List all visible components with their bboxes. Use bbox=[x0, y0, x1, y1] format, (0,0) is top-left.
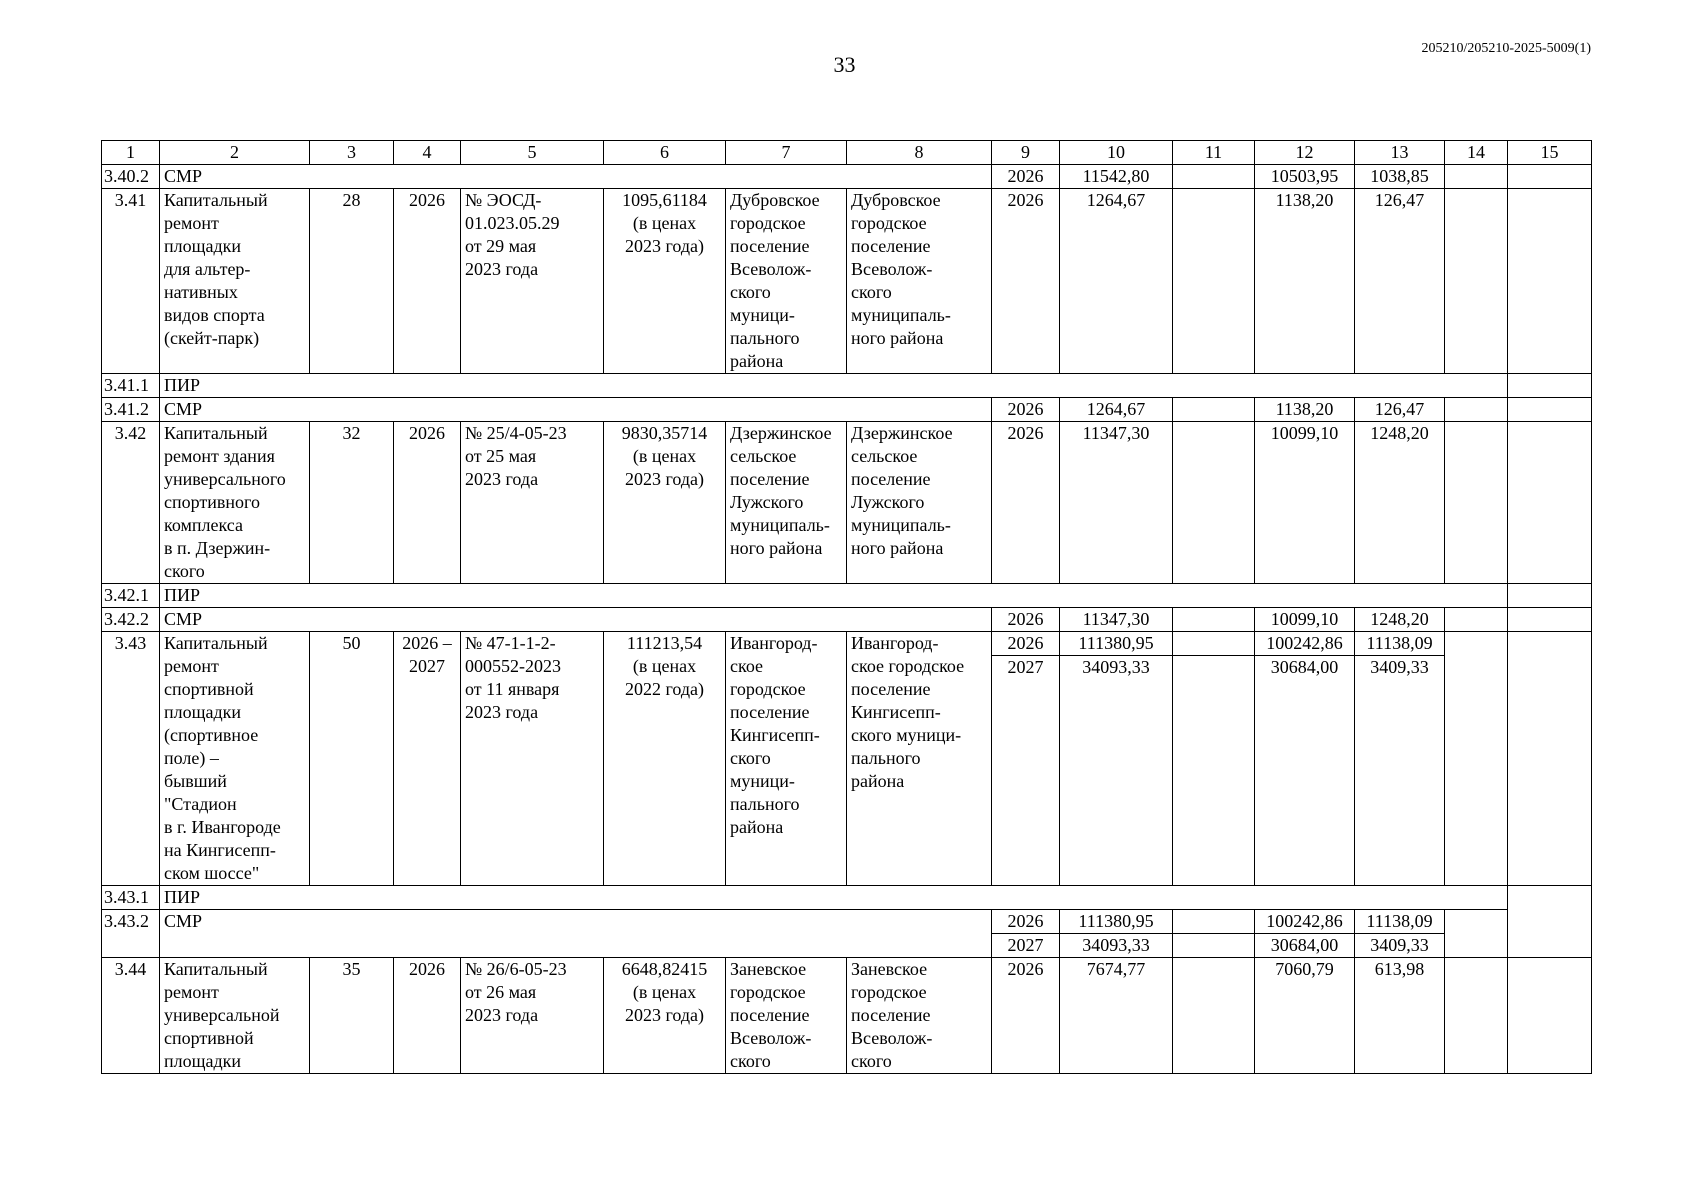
total-cell: 7674,77 bbox=[1060, 958, 1173, 1074]
text-line: городское bbox=[851, 213, 927, 233]
text-line: универсальной bbox=[164, 1005, 280, 1025]
empty-cell bbox=[1508, 632, 1592, 886]
text-line: ского bbox=[851, 1051, 892, 1071]
year-cell: 2026 bbox=[992, 398, 1060, 422]
year-cell: 2026 bbox=[992, 422, 1060, 584]
row-name: СМР bbox=[160, 608, 992, 632]
recipient-cell bbox=[847, 422, 992, 584]
row-name: ПИР bbox=[160, 374, 1508, 398]
empty-cell bbox=[1508, 958, 1592, 1074]
column-header: 2 bbox=[160, 141, 310, 165]
text-line: городское bbox=[730, 679, 806, 699]
text-line: Заневское bbox=[851, 959, 928, 979]
text-line: 2027 bbox=[409, 656, 445, 676]
text-line: пального bbox=[851, 748, 921, 768]
document-cell bbox=[461, 189, 604, 374]
text-line: № 26/6-05-23 bbox=[465, 959, 567, 979]
text-line: муниципаль- bbox=[851, 515, 951, 535]
text-line: Капитальный bbox=[164, 633, 268, 653]
empty-cell bbox=[1173, 422, 1255, 584]
text-line: поле) – bbox=[164, 748, 219, 768]
column-header: 3 bbox=[310, 141, 394, 165]
text-line: ремонт bbox=[164, 656, 219, 676]
row-name: СМР bbox=[160, 398, 992, 422]
row-name: ПИР bbox=[160, 886, 1508, 910]
text-line: ского bbox=[851, 282, 892, 302]
empty-cell bbox=[1173, 398, 1255, 422]
empty-cell bbox=[1173, 189, 1255, 374]
text-line: Лужского bbox=[851, 492, 925, 512]
text-line: поселение bbox=[851, 469, 931, 489]
text-line: видов спорта bbox=[164, 305, 265, 325]
column-header: 10 bbox=[1060, 141, 1173, 165]
text-line: муниципаль- bbox=[851, 305, 951, 325]
row-code: 3.42.1 bbox=[102, 584, 160, 608]
value-cell: 30684,00 bbox=[1255, 934, 1355, 958]
row-code: 3.44 bbox=[102, 958, 160, 1074]
empty-cell bbox=[1445, 958, 1508, 1074]
text-line: 2023 года bbox=[465, 469, 539, 489]
table-row bbox=[102, 608, 1592, 632]
capacity-cell: 28 bbox=[310, 189, 394, 374]
column-header: 7 bbox=[726, 141, 847, 165]
text-line: района bbox=[730, 351, 784, 371]
text-line: Всеволож- bbox=[851, 1028, 933, 1048]
text-line: муници- bbox=[730, 305, 795, 325]
text-line: (спортивное bbox=[164, 725, 259, 745]
empty-cell bbox=[1173, 958, 1255, 1074]
text-line: 9830,35714 bbox=[621, 423, 708, 443]
text-line: 2026 – bbox=[402, 633, 452, 653]
document-cell bbox=[461, 422, 604, 584]
text-line: Ивангород- bbox=[730, 633, 818, 653]
empty-cell bbox=[1445, 398, 1508, 422]
text-line: ного района bbox=[730, 538, 823, 558]
text-line: Лужского bbox=[730, 492, 804, 512]
recipient-cell bbox=[847, 632, 992, 886]
text-line: Кингисепп- bbox=[730, 725, 820, 745]
total-cell: 1264,67 bbox=[1060, 189, 1173, 374]
recipient-cell bbox=[847, 189, 992, 374]
year-cell: 2026 bbox=[992, 189, 1060, 374]
value-cell: 1038,85 bbox=[1355, 165, 1445, 189]
text-line: универсального bbox=[164, 469, 286, 489]
cost-cell bbox=[604, 632, 726, 886]
text-line: поселение bbox=[730, 236, 810, 256]
period-cell bbox=[394, 632, 461, 886]
total-cell: 11347,30 bbox=[1060, 422, 1173, 584]
text-line: поселение bbox=[851, 679, 931, 699]
text-line: сельское bbox=[851, 446, 918, 466]
text-line: городское bbox=[730, 213, 806, 233]
text-line: ского bbox=[730, 282, 771, 302]
text-line: Дзержинское bbox=[851, 423, 953, 443]
empty-cell bbox=[1173, 632, 1255, 656]
year-cell: 2027 bbox=[992, 656, 1060, 886]
text-line: в п. Дзержин- bbox=[164, 538, 271, 558]
header-row bbox=[102, 141, 1592, 165]
column-header: 6 bbox=[604, 141, 726, 165]
table-row bbox=[102, 189, 1592, 374]
value-cell: 10503,95 bbox=[1255, 165, 1355, 189]
value-cell: 10099,10 bbox=[1255, 422, 1355, 584]
table-row bbox=[102, 374, 1592, 398]
text-line: 6648,82415 bbox=[621, 959, 708, 979]
row-name: СМР bbox=[160, 910, 992, 958]
column-header: 12 bbox=[1255, 141, 1355, 165]
row-code: 3.43.2 bbox=[102, 910, 160, 958]
empty-cell bbox=[1508, 608, 1592, 632]
value-cell: 100242,86 bbox=[1255, 632, 1355, 656]
year-cell: 2027 bbox=[992, 934, 1060, 958]
document-cell bbox=[461, 632, 604, 886]
text-line: поселение bbox=[730, 469, 810, 489]
text-line: Ивангород- bbox=[851, 633, 939, 653]
text-line: Капитальный bbox=[164, 423, 268, 443]
column-header: 8 bbox=[847, 141, 992, 165]
empty-cell bbox=[1508, 165, 1592, 189]
empty-cell bbox=[1173, 910, 1255, 934]
empty-cell bbox=[1508, 886, 1592, 958]
text-line: (в ценах bbox=[632, 213, 697, 233]
value-cell: 1138,20 bbox=[1255, 398, 1355, 422]
empty-cell bbox=[1445, 910, 1508, 958]
text-line: 01.023.05.29 bbox=[465, 213, 560, 233]
year-cell: 2026 bbox=[992, 910, 1060, 934]
total-cell: 34093,33 bbox=[1060, 934, 1173, 958]
column-header: 9 bbox=[992, 141, 1060, 165]
cost-cell bbox=[604, 958, 726, 1074]
period-cell: 2026 bbox=[394, 422, 461, 584]
text-line: Дубровское bbox=[730, 190, 820, 210]
text-line: поселение bbox=[730, 702, 810, 722]
text-line: района bbox=[851, 771, 905, 791]
text-line: (в ценах bbox=[632, 446, 697, 466]
value-cell: 3409,33 bbox=[1355, 656, 1445, 886]
text-line: 1095,61184 bbox=[622, 190, 707, 210]
text-line: Всеволож- bbox=[851, 259, 933, 279]
document-id: 205210/205210-2025-5009(1) bbox=[1421, 41, 1591, 56]
text-line: 2023 года bbox=[465, 259, 539, 279]
text-line: 2022 года) bbox=[624, 679, 705, 699]
text-line: 111213,54 bbox=[626, 633, 703, 653]
text-line: ного района bbox=[851, 538, 944, 558]
empty-cell bbox=[1508, 374, 1592, 398]
text-line: городское bbox=[851, 982, 927, 1002]
text-line: от 25 мая bbox=[465, 446, 537, 466]
year-cell: 2026 bbox=[992, 632, 1060, 656]
year-cell: 2026 bbox=[992, 958, 1060, 1074]
table-row bbox=[102, 165, 1592, 189]
text-line: (в ценах bbox=[632, 656, 697, 676]
cost-cell bbox=[604, 189, 726, 374]
text-line: площадки bbox=[164, 236, 242, 256]
owner-cell bbox=[726, 958, 847, 1074]
column-header: 1 bbox=[102, 141, 160, 165]
text-line: Дубровское bbox=[851, 190, 941, 210]
year-cell: 2026 bbox=[992, 608, 1060, 632]
value-cell: 126,47 bbox=[1355, 398, 1445, 422]
recipient-cell bbox=[847, 958, 992, 1074]
text-line: Заневское bbox=[730, 959, 807, 979]
capacity-cell: 35 bbox=[310, 958, 394, 1074]
text-line: для альтер- bbox=[164, 259, 251, 279]
text-line: поселение bbox=[851, 236, 931, 256]
table-row bbox=[102, 958, 1592, 1074]
text-line: ском шоссе" bbox=[164, 863, 260, 883]
object-name bbox=[160, 632, 310, 886]
row-code: 3.43.1 bbox=[102, 886, 160, 910]
text-line: площадки bbox=[164, 1051, 242, 1071]
capacity-cell: 32 bbox=[310, 422, 394, 584]
total-cell: 111380,95 bbox=[1060, 632, 1173, 656]
text-line: 2023 года) bbox=[624, 1005, 705, 1025]
text-line: от 29 мая bbox=[465, 236, 537, 256]
table-row bbox=[102, 632, 1592, 656]
table-row bbox=[102, 886, 1592, 910]
empty-cell bbox=[1173, 165, 1255, 189]
row-code: 3.41 bbox=[102, 189, 160, 374]
object-name bbox=[160, 189, 310, 374]
row-code: 3.42.2 bbox=[102, 608, 160, 632]
text-line: в г. Ивангороде bbox=[164, 817, 281, 837]
text-line: спортивной bbox=[164, 679, 254, 699]
value-cell: 126,47 bbox=[1355, 189, 1445, 374]
text-line: "Стадион bbox=[164, 794, 237, 814]
column-header: 5 bbox=[461, 141, 604, 165]
text-line: Капитальный bbox=[164, 190, 268, 210]
text-line: ское bbox=[730, 656, 764, 676]
text-line: нативных bbox=[164, 282, 238, 302]
value-cell: 3409,33 bbox=[1355, 934, 1445, 958]
text-line: № 25/4-05-23 bbox=[465, 423, 567, 443]
table-row bbox=[102, 398, 1592, 422]
empty-cell bbox=[1445, 189, 1508, 374]
text-line: площадки bbox=[164, 702, 242, 722]
text-line: бывший bbox=[164, 771, 227, 791]
value-cell: 7060,79 bbox=[1255, 958, 1355, 1074]
text-line: № ЭОСД- bbox=[465, 190, 542, 210]
column-header: 15 bbox=[1508, 141, 1592, 165]
text-line: ремонт здания bbox=[164, 446, 275, 466]
text-line: Дзержинское bbox=[730, 423, 832, 443]
owner-cell bbox=[726, 632, 847, 886]
text-line: (скейт-парк) bbox=[164, 328, 260, 348]
text-line: поселение bbox=[730, 1005, 810, 1025]
text-line: сельское bbox=[730, 446, 797, 466]
column-header: 14 bbox=[1445, 141, 1508, 165]
text-line: Кингисепп- bbox=[851, 702, 941, 722]
text-line: 000552-2023 bbox=[465, 656, 561, 676]
value-cell: 11138,09 bbox=[1355, 632, 1445, 656]
value-cell: 11138,09 bbox=[1355, 910, 1445, 934]
text-line: ремонт bbox=[164, 982, 219, 1002]
empty-cell bbox=[1508, 584, 1592, 608]
value-cell: 1248,20 bbox=[1355, 608, 1445, 632]
object-name bbox=[160, 958, 310, 1074]
value-cell: 613,98 bbox=[1355, 958, 1445, 1074]
text-line: 2023 года) bbox=[624, 236, 705, 256]
column-header: 11 bbox=[1173, 141, 1255, 165]
text-line: ское городское bbox=[851, 656, 965, 676]
text-line: муници- bbox=[730, 771, 795, 791]
text-line: № 47-1-1-2- bbox=[465, 633, 556, 653]
value-cell: 1248,20 bbox=[1355, 422, 1445, 584]
text-line: пального bbox=[730, 794, 800, 814]
text-line: Всеволож- bbox=[730, 259, 812, 279]
capacity-cell: 50 bbox=[310, 632, 394, 886]
cost-cell bbox=[604, 422, 726, 584]
text-line: 2023 года bbox=[465, 1005, 539, 1025]
value-cell: 10099,10 bbox=[1255, 608, 1355, 632]
row-name: ПИР bbox=[160, 584, 1508, 608]
empty-cell bbox=[1445, 632, 1508, 886]
text-line: пального bbox=[730, 328, 800, 348]
text-line: городское bbox=[730, 982, 806, 1002]
table-row bbox=[102, 584, 1592, 608]
text-line: ского bbox=[730, 748, 771, 768]
period-cell: 2026 bbox=[394, 958, 461, 1074]
empty-cell bbox=[1508, 189, 1592, 374]
row-code: 3.43 bbox=[102, 632, 160, 886]
text-line: 2023 года) bbox=[624, 469, 705, 489]
text-line: района bbox=[730, 817, 784, 837]
text-line: ремонт bbox=[164, 213, 219, 233]
year-cell: 2026 bbox=[992, 165, 1060, 189]
text-line: муниципаль- bbox=[730, 515, 830, 535]
text-line: Капитальный bbox=[164, 959, 268, 979]
text-line: от 26 мая bbox=[465, 982, 537, 1002]
table-row bbox=[102, 910, 1592, 934]
owner-cell bbox=[726, 422, 847, 584]
empty-cell bbox=[1173, 608, 1255, 632]
text-line: ского муници- bbox=[851, 725, 962, 745]
empty-cell bbox=[1445, 608, 1508, 632]
period-cell: 2026 bbox=[394, 189, 461, 374]
value-cell: 1138,20 bbox=[1255, 189, 1355, 374]
text-line: ного района bbox=[851, 328, 944, 348]
program-table bbox=[101, 140, 1592, 1074]
empty-cell bbox=[1173, 656, 1255, 886]
empty-cell bbox=[1508, 422, 1592, 584]
value-cell: 100242,86 bbox=[1255, 910, 1355, 934]
text-line: комплекса bbox=[164, 515, 243, 535]
empty-cell bbox=[1445, 422, 1508, 584]
object-name bbox=[160, 422, 310, 584]
total-cell: 1264,67 bbox=[1060, 398, 1173, 422]
table-row bbox=[102, 422, 1592, 584]
text-line: на Кингисепп- bbox=[164, 840, 276, 860]
text-line: поселение bbox=[851, 1005, 931, 1025]
column-header: 13 bbox=[1355, 141, 1445, 165]
row-code: 3.41.1 bbox=[102, 374, 160, 398]
empty-cell bbox=[1173, 934, 1255, 958]
text-line: ского bbox=[164, 561, 205, 581]
text-line: (в ценах bbox=[632, 982, 697, 1002]
text-line: Всеволож- bbox=[730, 1028, 812, 1048]
text-line: спортивного bbox=[164, 492, 260, 512]
text-line: от 11 января bbox=[465, 679, 560, 699]
row-name: СМР bbox=[160, 165, 992, 189]
value-cell: 30684,00 bbox=[1255, 656, 1355, 886]
column-header: 4 bbox=[394, 141, 461, 165]
document-cell bbox=[461, 958, 604, 1074]
owner-cell bbox=[726, 189, 847, 374]
total-cell: 111380,95 bbox=[1060, 910, 1173, 934]
page-number: 33 bbox=[833, 52, 856, 77]
text-line: ского bbox=[730, 1051, 771, 1071]
total-cell: 11542,80 bbox=[1060, 165, 1173, 189]
row-code: 3.40.2 bbox=[102, 165, 160, 189]
total-cell: 34093,33 bbox=[1060, 656, 1173, 886]
empty-cell bbox=[1445, 165, 1508, 189]
total-cell: 11347,30 bbox=[1060, 608, 1173, 632]
row-code: 3.41.2 bbox=[102, 398, 160, 422]
empty-cell bbox=[1508, 398, 1592, 422]
text-line: 2023 года bbox=[465, 702, 539, 722]
text-line: спортивной bbox=[164, 1028, 254, 1048]
row-code: 3.42 bbox=[102, 422, 160, 584]
